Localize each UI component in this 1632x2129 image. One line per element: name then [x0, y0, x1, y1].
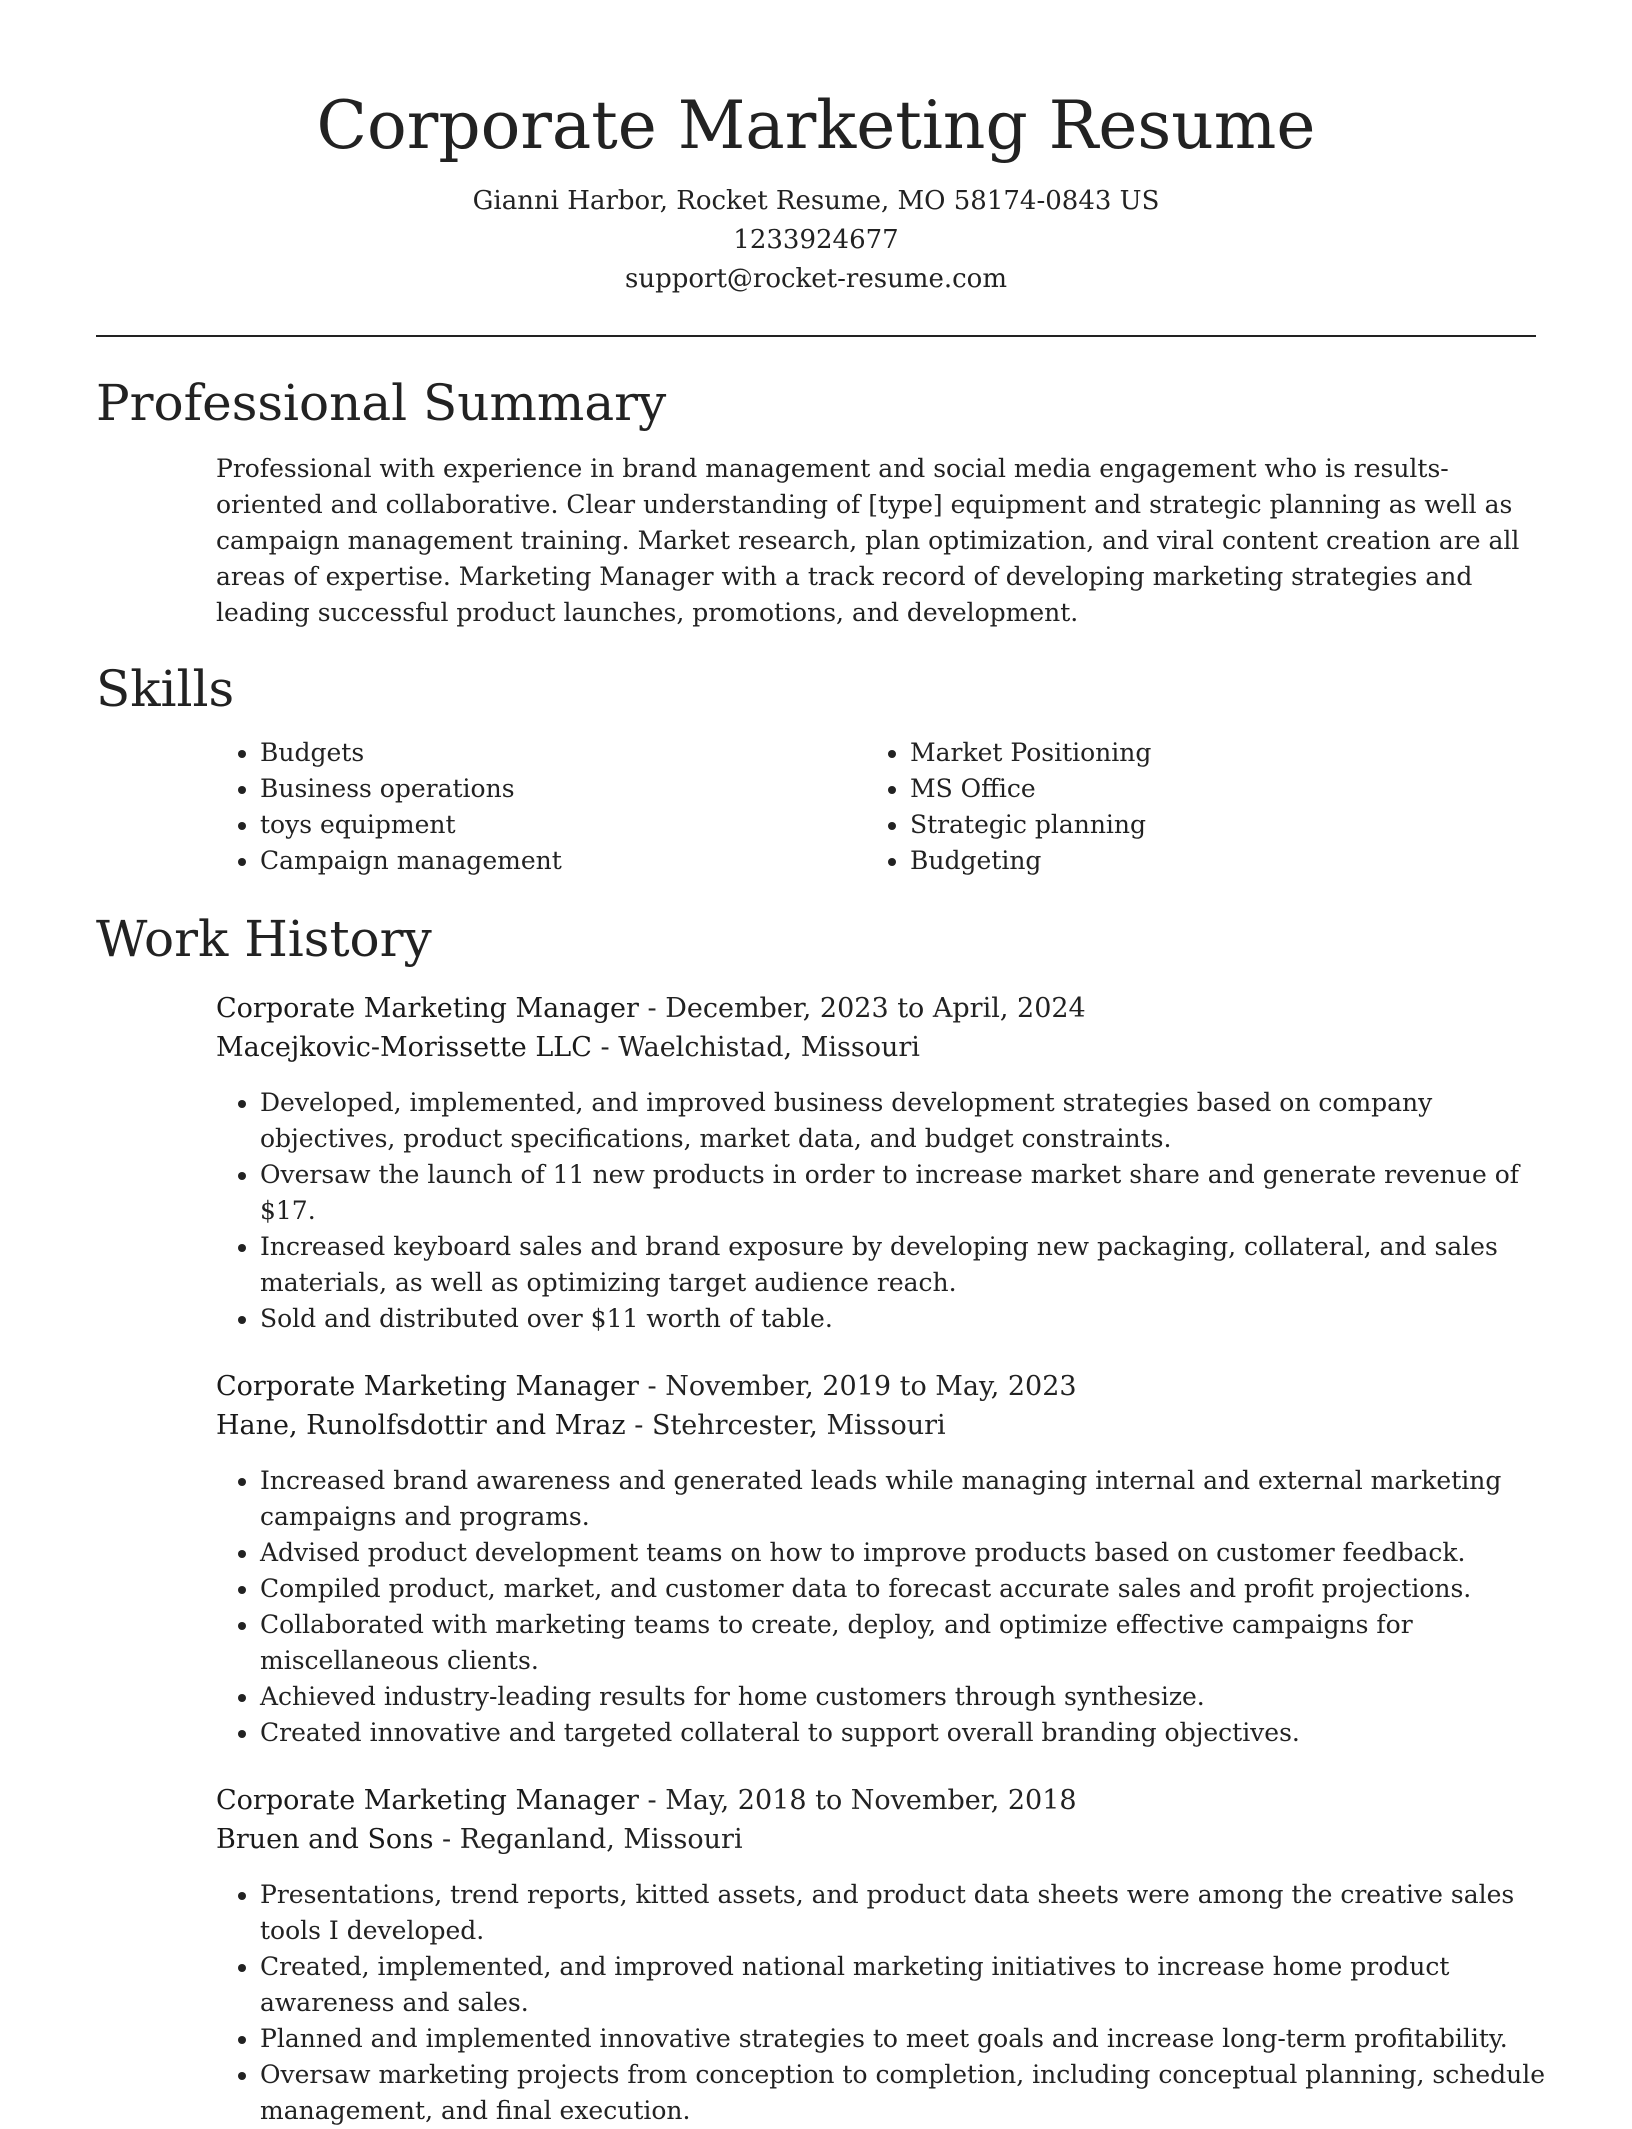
job-title: Corporate Marketing Manager	[216, 1371, 639, 1402]
job-company: Bruen and Sons	[216, 1824, 434, 1855]
job-sep: -	[600, 1032, 619, 1063]
job-sep: -	[442, 1824, 460, 1855]
job-bullet: • Compiled product, market, and customer data to forecast accurate sales and profit projections.	[260, 1571, 1546, 1607]
job-bullet: • Increased keyboard sales and brand exposure by developing new packaging, collateral, and sales materials, as well as optimizing target audience reach.	[260, 1229, 1546, 1301]
job-company: Hane, Runolfsdottir and Mraz	[216, 1410, 626, 1441]
job-sep: -	[634, 1410, 652, 1441]
resume-title: Corporate Marketing Resume	[316, 87, 1316, 164]
job-bullets	[216, 1085, 1546, 1337]
resume-header	[96, 0, 1536, 299]
summary-heading: Professional Summary	[96, 374, 667, 432]
skill-item: • Strategic planning	[910, 807, 1516, 843]
job-bullets	[216, 1877, 1546, 2129]
job-bullet: • Sold and distributed over $11 worth of table.	[260, 1301, 1546, 1337]
job-location: Stehrcester, Missouri	[651, 1410, 946, 1441]
job-location: Reganland, Missouri	[459, 1824, 743, 1855]
job-bullets	[216, 1463, 1546, 1751]
job-company-line	[216, 1820, 1546, 1859]
contact-phone: 1233924677	[733, 225, 899, 255]
job-company-line	[216, 1406, 1546, 1445]
job-dates: November, 2019 to May, 2023	[665, 1371, 1077, 1402]
skill-item: • Budgeting	[910, 843, 1516, 879]
job-title-line	[216, 1367, 1546, 1406]
job-bullet: • Achieved industry-leading results for home customers through synthesize.	[260, 1679, 1546, 1715]
job-bullet: • Planned and implemented innovative strategies to meet goals and increase long-term profitability.	[260, 2021, 1546, 2057]
job-bullet: • Oversaw the launch of 11 new products in order to increase market share and generate revenue of $17.	[260, 1157, 1546, 1229]
skills-list	[216, 735, 1536, 879]
skill-item: • Budgets	[260, 735, 866, 771]
job-location: Waelchistad, Missouri	[618, 1032, 920, 1063]
job-dates: May, 2018 to November, 2018	[665, 1785, 1077, 1816]
resume-page	[96, 0, 1546, 2129]
job-bullet: • Created, implemented, and improved national marketing initiatives to increase home product awareness and sales.	[260, 1949, 1546, 2021]
job-company: Macejkovic-Morissette LLC	[216, 1032, 592, 1063]
skill-item: • Business operations	[260, 771, 866, 807]
job-sep: -	[647, 1371, 666, 1402]
skill-item: • MS Office	[910, 771, 1516, 807]
job-bullet: • Presentations, trend reports, kitted assets, and product data sheets were among the creative sales tools I developed.	[260, 1877, 1546, 1949]
skills-column-right	[866, 735, 1516, 879]
contact-address: Gianni Harbor, Rocket Resume, MO 58174-0843 US	[472, 186, 1160, 216]
contact-email: support@rocket-resume.com	[624, 264, 1007, 294]
job-title: Corporate Marketing Manager	[216, 1785, 639, 1816]
job-entry	[216, 989, 1546, 1337]
job-bullet: • Developed, implemented, and improved business development strategies based on company objectives, product specifications, market data, and budget constraints.	[260, 1085, 1546, 1157]
job-title-line	[216, 1781, 1546, 1820]
job-entry	[216, 1781, 1546, 2129]
job-sep: -	[647, 1785, 666, 1816]
skill-item: • Market Positioning	[910, 735, 1516, 771]
job-bullet: • Advised product development teams on how to improve products based on customer feedback.	[260, 1535, 1546, 1571]
skills-column-left	[216, 735, 866, 879]
skill-item: • toys equipment	[260, 807, 866, 843]
skills-heading: Skills	[96, 660, 235, 718]
job-bullet: • Created innovative and targeted collateral to support overall branding objectives.	[260, 1715, 1546, 1751]
job-entry	[216, 1367, 1546, 1751]
job-company-line	[216, 1028, 1546, 1067]
job-dates: December, 2023 to April, 2024	[665, 993, 1086, 1024]
job-bullet: • Collaborated with marketing teams to create, deploy, and optimize effective campaigns for miscellaneous clients.	[260, 1607, 1546, 1679]
job-sep: -	[647, 993, 666, 1024]
job-title: Corporate Marketing Manager	[216, 993, 639, 1024]
skill-item: • Campaign management	[260, 843, 866, 879]
job-title-line	[216, 989, 1546, 1028]
work-history-heading: Work History	[96, 910, 432, 968]
header-divider	[96, 335, 1536, 337]
job-bullet: • Increased brand awareness and generated leads while managing internal and external marketing campaigns and programs.	[260, 1463, 1546, 1535]
summary-text: Professional with experience in brand management and social media engagement who is results-oriented and collaborative. Clear understanding of [type] equipment and strategic planning as well as campaign management training. Market research, plan optimization, and viral content creation are all areas of expertise. Marketing Manager with a track record of developing marketing strategies and leading successful product launches, promotions, and development.	[216, 454, 1520, 627]
job-bullet: • Oversaw marketing projects from conception to completion, including conceptual planning, schedule management, and final execution.	[260, 2057, 1546, 2129]
